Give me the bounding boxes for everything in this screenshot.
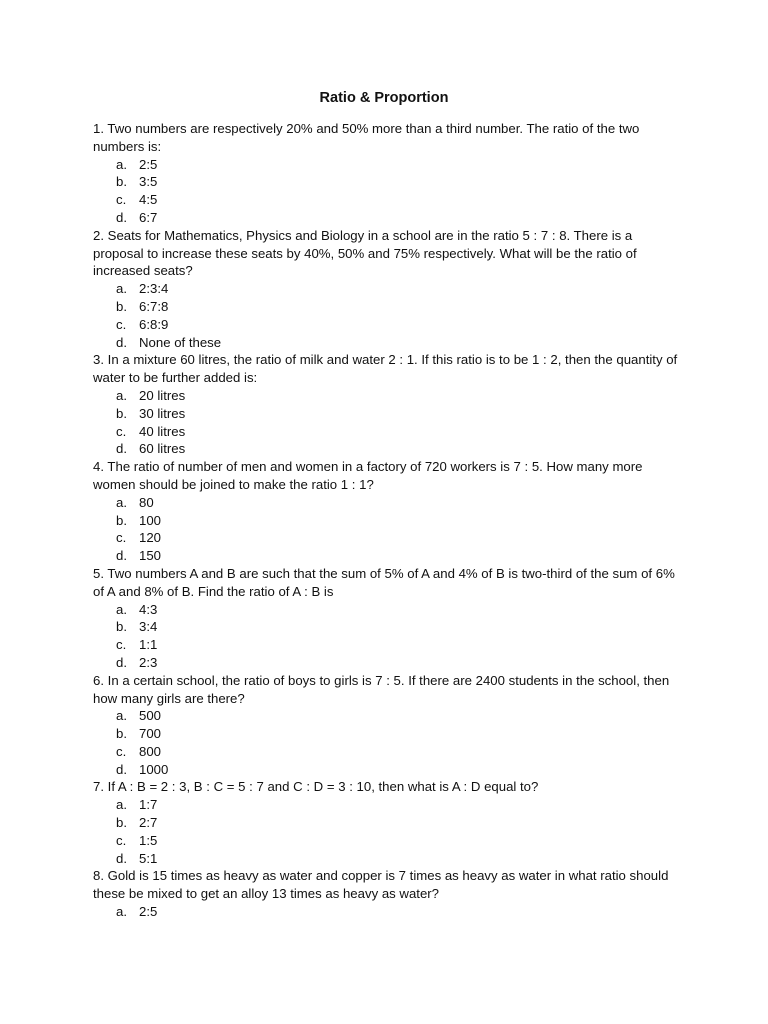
option-text: 6:7:8 xyxy=(139,298,169,314)
option-text: 4:5 xyxy=(139,192,158,208)
option-letter: c. xyxy=(116,743,127,759)
option-list xyxy=(93,280,683,351)
option-letter: a. xyxy=(116,387,127,403)
option-item xyxy=(93,156,683,174)
option-letter: a. xyxy=(116,281,127,297)
option-item xyxy=(93,494,683,512)
option-text: 1000 xyxy=(139,761,169,777)
option-text: 80 xyxy=(139,494,154,510)
option-item xyxy=(93,529,683,547)
option-letter: d. xyxy=(116,654,127,670)
option-item xyxy=(93,423,683,441)
option-letter: d. xyxy=(116,209,127,225)
question-text: 7. If A : B = 2 : 3, B : C = 5 : 7 and C : D = 3 : 10, then what is A : D equal to? xyxy=(93,779,539,795)
option-item xyxy=(93,405,683,423)
option-letter: b. xyxy=(116,298,127,314)
option-text: 700 xyxy=(139,726,162,742)
option-list xyxy=(93,156,683,227)
option-item xyxy=(93,440,683,458)
option-text: 30 litres xyxy=(139,405,186,421)
option-text: 2:3:4 xyxy=(139,281,169,297)
option-letter: c. xyxy=(116,637,127,653)
option-item xyxy=(93,654,683,672)
option-letter: a. xyxy=(116,797,127,813)
option-text: 3:5 xyxy=(139,174,158,190)
option-item xyxy=(93,173,683,191)
option-text: 6:8:9 xyxy=(139,316,169,332)
option-item xyxy=(93,618,683,636)
option-list xyxy=(93,494,683,565)
option-letter: d. xyxy=(116,548,127,564)
question-6 xyxy=(93,672,683,779)
option-item xyxy=(93,903,683,921)
option-item xyxy=(93,725,683,743)
option-text: 20 litres xyxy=(139,387,186,403)
option-text: 800 xyxy=(139,743,162,759)
option-letter: d. xyxy=(116,850,127,866)
option-text: 60 litres xyxy=(139,441,186,457)
option-text: 1:1 xyxy=(139,637,158,653)
option-text: 2:7 xyxy=(139,815,158,831)
option-item xyxy=(93,814,683,832)
option-list xyxy=(93,707,683,778)
page-title: Ratio & Proportion xyxy=(319,90,449,106)
option-text: 2:5 xyxy=(139,156,158,172)
option-text: 1:7 xyxy=(139,797,158,813)
option-text: 2:5 xyxy=(139,904,158,920)
option-text: 5:1 xyxy=(139,850,158,866)
option-item xyxy=(93,209,683,227)
option-list xyxy=(93,796,683,867)
option-letter: c. xyxy=(116,832,127,848)
option-item xyxy=(93,832,683,850)
option-letter: d. xyxy=(116,761,127,777)
question-7 xyxy=(93,778,683,867)
question-text: 8. Gold is 15 times as heavy as water and copper is 7 times as heavy as water in what ratio should these be mixed to get an alloy 13 times as heavy as water? xyxy=(93,868,669,902)
option-text: 2:3 xyxy=(139,654,158,670)
option-text: 3:4 xyxy=(139,619,158,635)
option-item xyxy=(93,743,683,761)
option-item xyxy=(93,316,683,334)
option-letter: c. xyxy=(116,423,127,439)
question-3 xyxy=(93,351,683,458)
option-item xyxy=(93,298,683,316)
option-list xyxy=(93,601,683,672)
option-letter: c. xyxy=(116,192,127,208)
option-text: 1:5 xyxy=(139,832,158,848)
question-4 xyxy=(93,458,683,565)
option-letter: a. xyxy=(116,156,127,172)
option-item xyxy=(93,512,683,530)
option-list xyxy=(93,903,683,921)
option-item xyxy=(93,850,683,868)
option-letter: a. xyxy=(116,601,127,617)
option-item xyxy=(93,547,683,565)
option-text: 150 xyxy=(139,548,162,564)
option-letter: d. xyxy=(116,334,127,350)
question-8 xyxy=(93,867,683,920)
option-letter: d. xyxy=(116,441,127,457)
option-text: 500 xyxy=(139,708,162,724)
option-letter: b. xyxy=(116,726,127,742)
question-text: 4. The ratio of number of men and women in a factory of 720 workers is 7 : 5. How many more women should be joined to make the ratio 1 : 1? xyxy=(93,459,643,492)
option-text: 120 xyxy=(139,530,162,546)
option-text: None of these xyxy=(139,334,222,350)
option-letter: a. xyxy=(116,904,127,920)
option-text: 6:7 xyxy=(139,209,158,225)
option-item xyxy=(93,761,683,779)
option-text: 4:3 xyxy=(139,601,158,617)
option-letter: b. xyxy=(116,815,127,831)
option-letter: c. xyxy=(116,530,127,546)
option-item xyxy=(93,796,683,814)
question-list xyxy=(93,120,683,921)
question-2 xyxy=(93,227,683,352)
question-5 xyxy=(93,565,683,672)
option-text: 40 litres xyxy=(139,423,186,439)
option-letter: b. xyxy=(116,512,127,528)
option-list xyxy=(93,387,683,458)
question-text: 5. Two numbers A and B are such that the sum of 5% of A and 4% of B is two-third of the sum of 6% of A and 8% of B. Find the ratio of A : B is xyxy=(93,565,675,599)
option-item xyxy=(93,601,683,619)
option-letter: b. xyxy=(116,174,127,190)
option-letter: c. xyxy=(116,316,127,332)
option-item xyxy=(93,707,683,725)
option-text: 100 xyxy=(139,512,162,528)
option-item xyxy=(93,280,683,298)
option-letter: b. xyxy=(116,619,127,635)
option-item xyxy=(93,636,683,654)
question-1 xyxy=(93,120,683,227)
question-text: 1. Two numbers are respectively 20% and 50% more than a third number. The ratio of the two numbers is: xyxy=(93,121,640,154)
option-item xyxy=(93,334,683,352)
question-text: 3. In a mixture 60 litres, the ratio of milk and water 2 : 1. If this ratio is to be 1 : 2, then the quantity of water to be further added is: xyxy=(93,352,678,386)
option-item xyxy=(93,387,683,405)
question-text: 6. In a certain school, the ratio of boys to girls is 7 : 5. If there are 2400 students in the school, then how many girls are there? xyxy=(93,672,670,706)
option-letter: a. xyxy=(116,494,127,510)
option-letter: b. xyxy=(116,405,127,421)
question-text: 2. Seats for Mathematics, Physics and Biology in a school are in the ratio 5 : 7 : 8. There is a proposal to increase these seats by 40%, 50% and 75% respectively. What will be the ratio of increased seats? xyxy=(93,227,637,279)
option-item xyxy=(93,191,683,209)
option-letter: a. xyxy=(116,708,127,724)
